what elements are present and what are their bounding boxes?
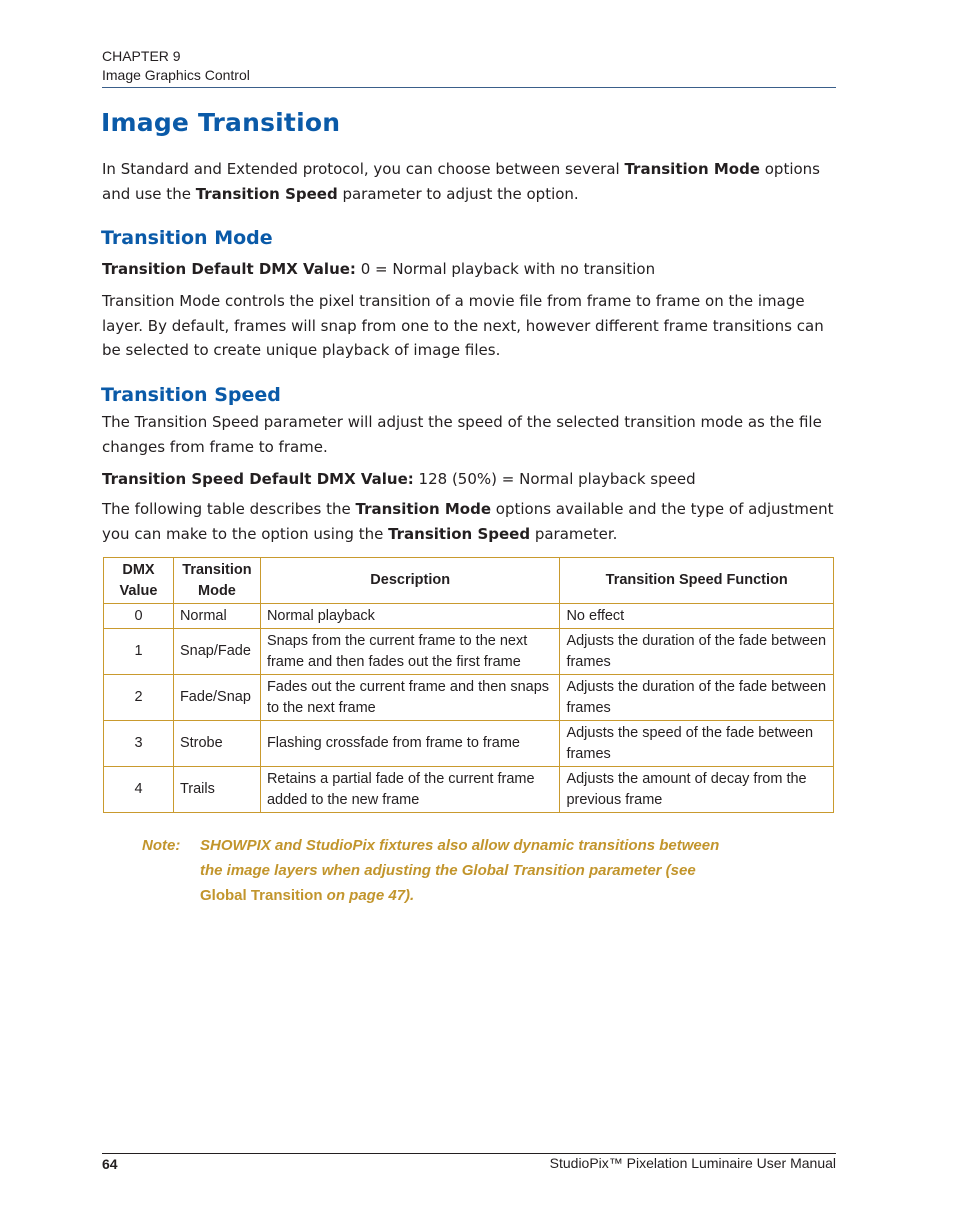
section-title: Image Transition bbox=[101, 108, 341, 137]
chapter-number: CHAPTER 9 bbox=[102, 48, 181, 64]
table-row bbox=[104, 675, 834, 721]
cell-description: Flashing crossfade from frame to frame bbox=[260, 721, 560, 767]
cell-dmx: 4 bbox=[104, 767, 174, 813]
header-transition-mode: Transition Mode bbox=[173, 558, 260, 604]
cell-description: Normal playback bbox=[260, 604, 560, 629]
table-intro-paragraph: The following table describes the Transition Mode options available and the type of adjustment you can make to the option using the Transition Speed parameter. bbox=[102, 500, 834, 543]
cell-function: Adjusts the speed of the fade between frames bbox=[560, 721, 834, 767]
table-row bbox=[104, 767, 834, 813]
transition-speed-default: Transition Speed Default DMX Value: 128 (50%) = Normal playback speed bbox=[102, 470, 696, 488]
cell-description: Retains a partial fade of the current frame added to the new frame bbox=[260, 767, 560, 813]
cell-function: Adjusts the duration of the fade between frames bbox=[560, 629, 834, 675]
table-row bbox=[104, 604, 834, 629]
table-header-row bbox=[104, 558, 834, 604]
cell-description: Fades out the current frame and then snaps to the next frame bbox=[260, 675, 560, 721]
cell-description: Snaps from the current frame to the next frame and then fades out the first frame bbox=[260, 629, 560, 675]
chapter-title: Image Graphics Control bbox=[102, 67, 250, 83]
header-divider bbox=[102, 87, 836, 88]
manual-title: StudioPix™ Pixelation Luminaire User Manual bbox=[549, 1155, 836, 1171]
intro-paragraph: In Standard and Extended protocol, you can choose between several Transition Mode options and use the Transition Speed parameter to adjust the option. bbox=[102, 160, 820, 203]
cell-mode: Snap/Fade bbox=[173, 629, 260, 675]
cell-mode: Strobe bbox=[173, 721, 260, 767]
table-row bbox=[104, 629, 834, 675]
transition-speed-heading: Transition Speed bbox=[101, 384, 281, 406]
cell-mode: Fade/Snap bbox=[173, 675, 260, 721]
note-text: SHOWPIX and StudioPix fixtures also allow dynamic transitions between the image layers when adjusting the Global Transition parameter (see Global Transition on page 47). bbox=[200, 837, 720, 904]
cell-dmx: 3 bbox=[104, 721, 174, 767]
footer-divider bbox=[102, 1153, 836, 1154]
note-cross-reference[interactable]: Global Transition bbox=[200, 887, 323, 904]
header-dmx-value: DMX Value bbox=[104, 558, 174, 604]
cell-dmx: 1 bbox=[104, 629, 174, 675]
note-label: Note: bbox=[142, 837, 181, 854]
cell-function: No effect bbox=[560, 604, 834, 629]
header-description: Description bbox=[260, 558, 560, 604]
transition-mode-default: Transition Default DMX Value: 0 = Normal playback with no transition bbox=[102, 260, 656, 278]
header-speed-function: Transition Speed Function bbox=[560, 558, 834, 604]
cell-dmx: 0 bbox=[104, 604, 174, 629]
page-number: 64 bbox=[102, 1156, 118, 1172]
transition-modes-table bbox=[103, 557, 834, 813]
cell-function: Adjusts the amount of decay from the previous frame bbox=[560, 767, 834, 813]
cell-mode: Normal bbox=[173, 604, 260, 629]
cell-dmx: 2 bbox=[104, 675, 174, 721]
cell-function: Adjusts the duration of the fade between frames bbox=[560, 675, 834, 721]
transition-mode-body: Transition Mode controls the pixel transition of a movie file from frame to frame on the image layer. By default, frames will snap from one to the next, however different frame transitions can be selected to create unique playback of image files. bbox=[102, 292, 824, 359]
table-row bbox=[104, 721, 834, 767]
transition-mode-heading: Transition Mode bbox=[101, 227, 273, 249]
cell-mode: Trails bbox=[173, 767, 260, 813]
running-header bbox=[102, 47, 836, 85]
transition-speed-body: The Transition Speed parameter will adjust the speed of the selected transition mode as the file changes from frame to frame. bbox=[102, 413, 822, 456]
